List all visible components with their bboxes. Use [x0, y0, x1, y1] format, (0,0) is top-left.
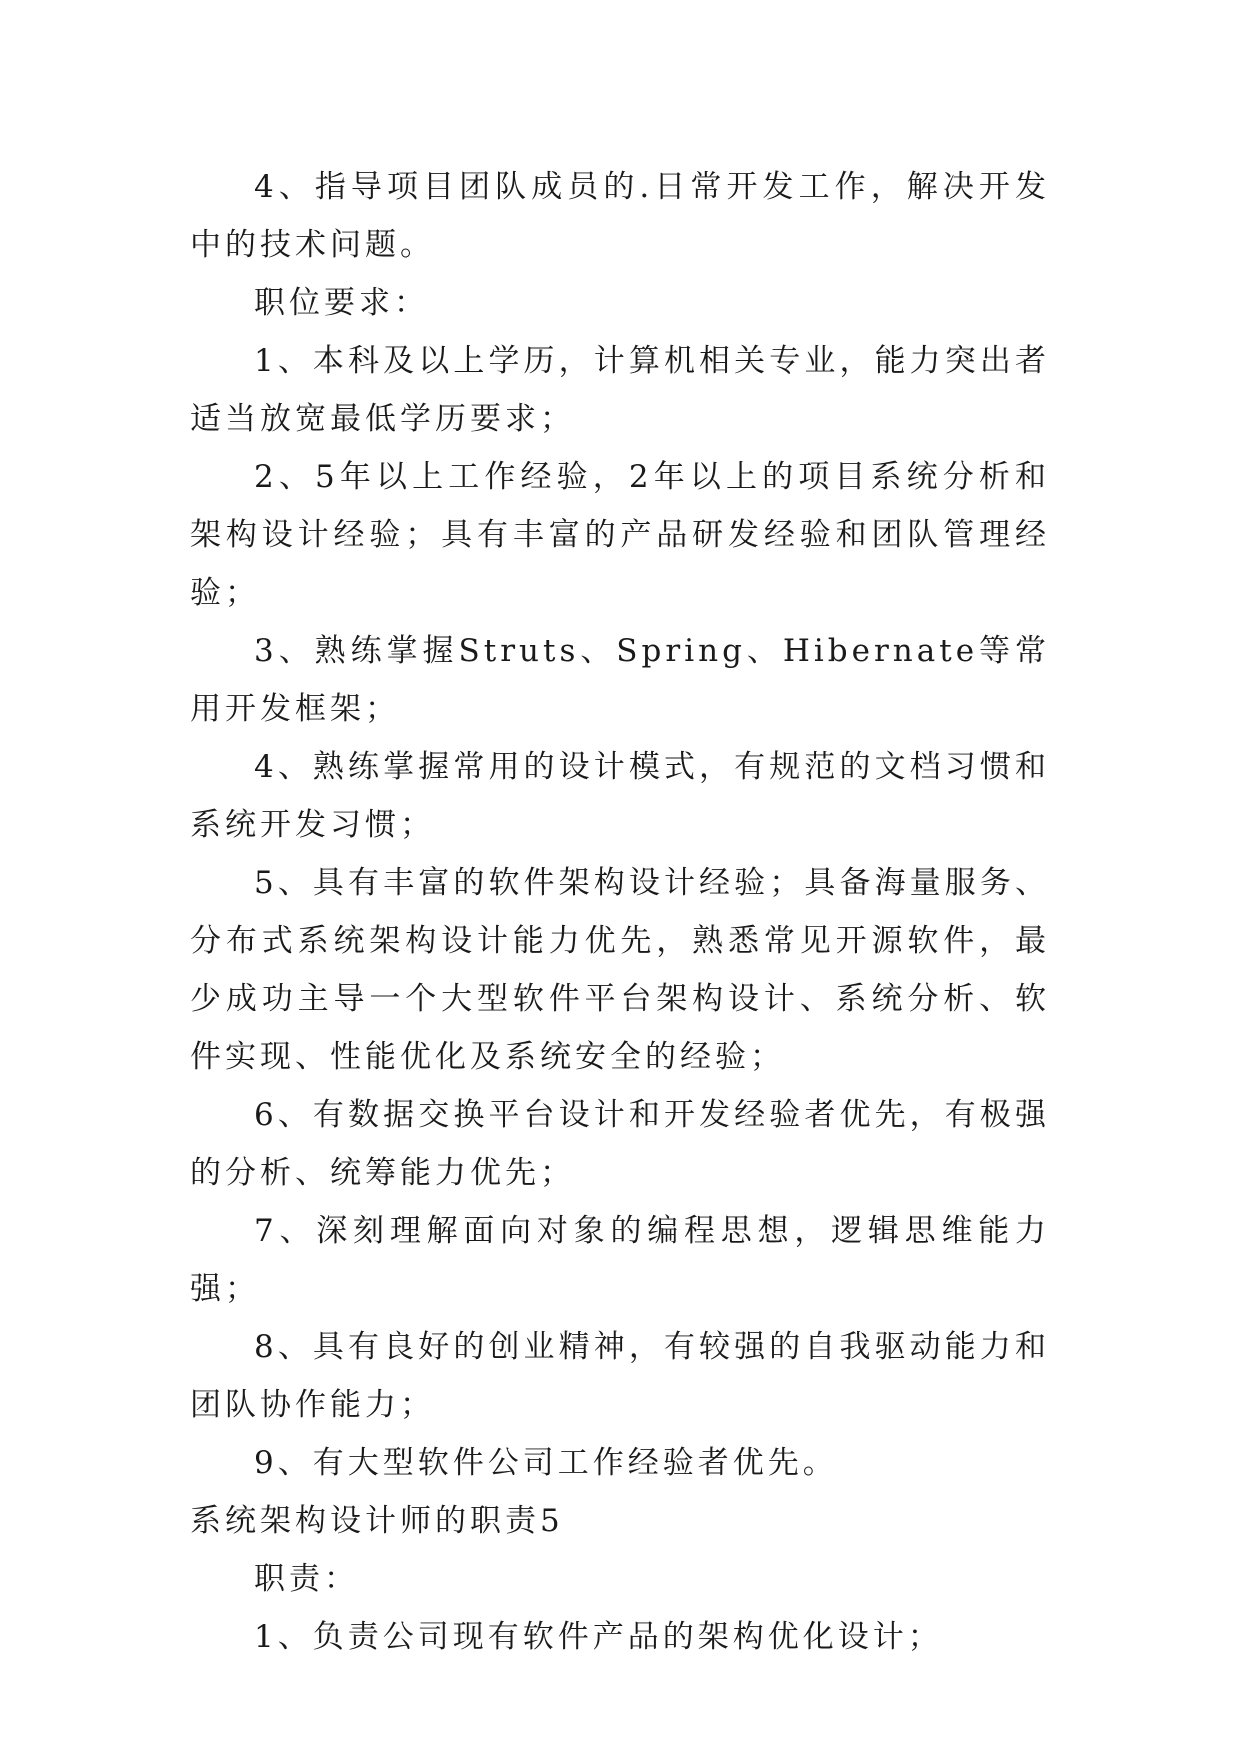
paragraph-requirement-2: 2、5年以上工作经验，2年以上的项目系统分析和架构设计经验；具有丰富的产品研发经验和团队管理经验；	[190, 459, 1050, 611]
paragraph-duty-1: 1、负责公司现有软件产品的架构优化设计；	[254, 1619, 943, 1655]
paragraph-duties-label: 职责：	[254, 1561, 359, 1597]
paragraph-requirement-5: 5、具有丰富的软件架构设计经验；具备海量服务、分布式系统架构设计能力优先，熟悉常见开源软件，最少成功主导一个大型软件平台架构设计、系统分析、软件实现、性能优化及系统安全的经验；	[190, 865, 1050, 1075]
paragraph-requirement-4: 4、熟练掌握常用的设计模式，有规范的文档习惯和系统开发习惯；	[190, 749, 1050, 843]
paragraph-job-requirements-label: 职位要求：	[254, 285, 429, 321]
paragraph-requirement-1: 1、本科及以上学历，计算机相关专业，能力突出者适当放宽最低学历要求；	[190, 343, 1050, 437]
section-heading: 系统架构设计师的职责5	[190, 1503, 564, 1539]
paragraph-requirement-3: 3、熟练掌握Struts、Spring、Hibernate等常用开发框架；	[190, 633, 1050, 727]
document-body	[190, 158, 1050, 1666]
paragraph-requirement-7: 7、深刻理解面向对象的编程思想，逻辑思维能力强；	[190, 1213, 1050, 1307]
paragraph-item-4-guidance: 4、指导项目团队成员的.日常开发工作，解决开发中的技术问题。	[190, 169, 1050, 263]
paragraph-requirement-9: 9、有大型软件公司工作经验者优先。	[254, 1445, 838, 1481]
paragraph-requirement-8: 8、具有良好的创业精神，有较强的自我驱动能力和团队协作能力；	[190, 1329, 1050, 1423]
paragraph-requirement-6: 6、有数据交换平台设计和开发经验者优先，有极强的分析、统筹能力优先；	[190, 1097, 1050, 1191]
